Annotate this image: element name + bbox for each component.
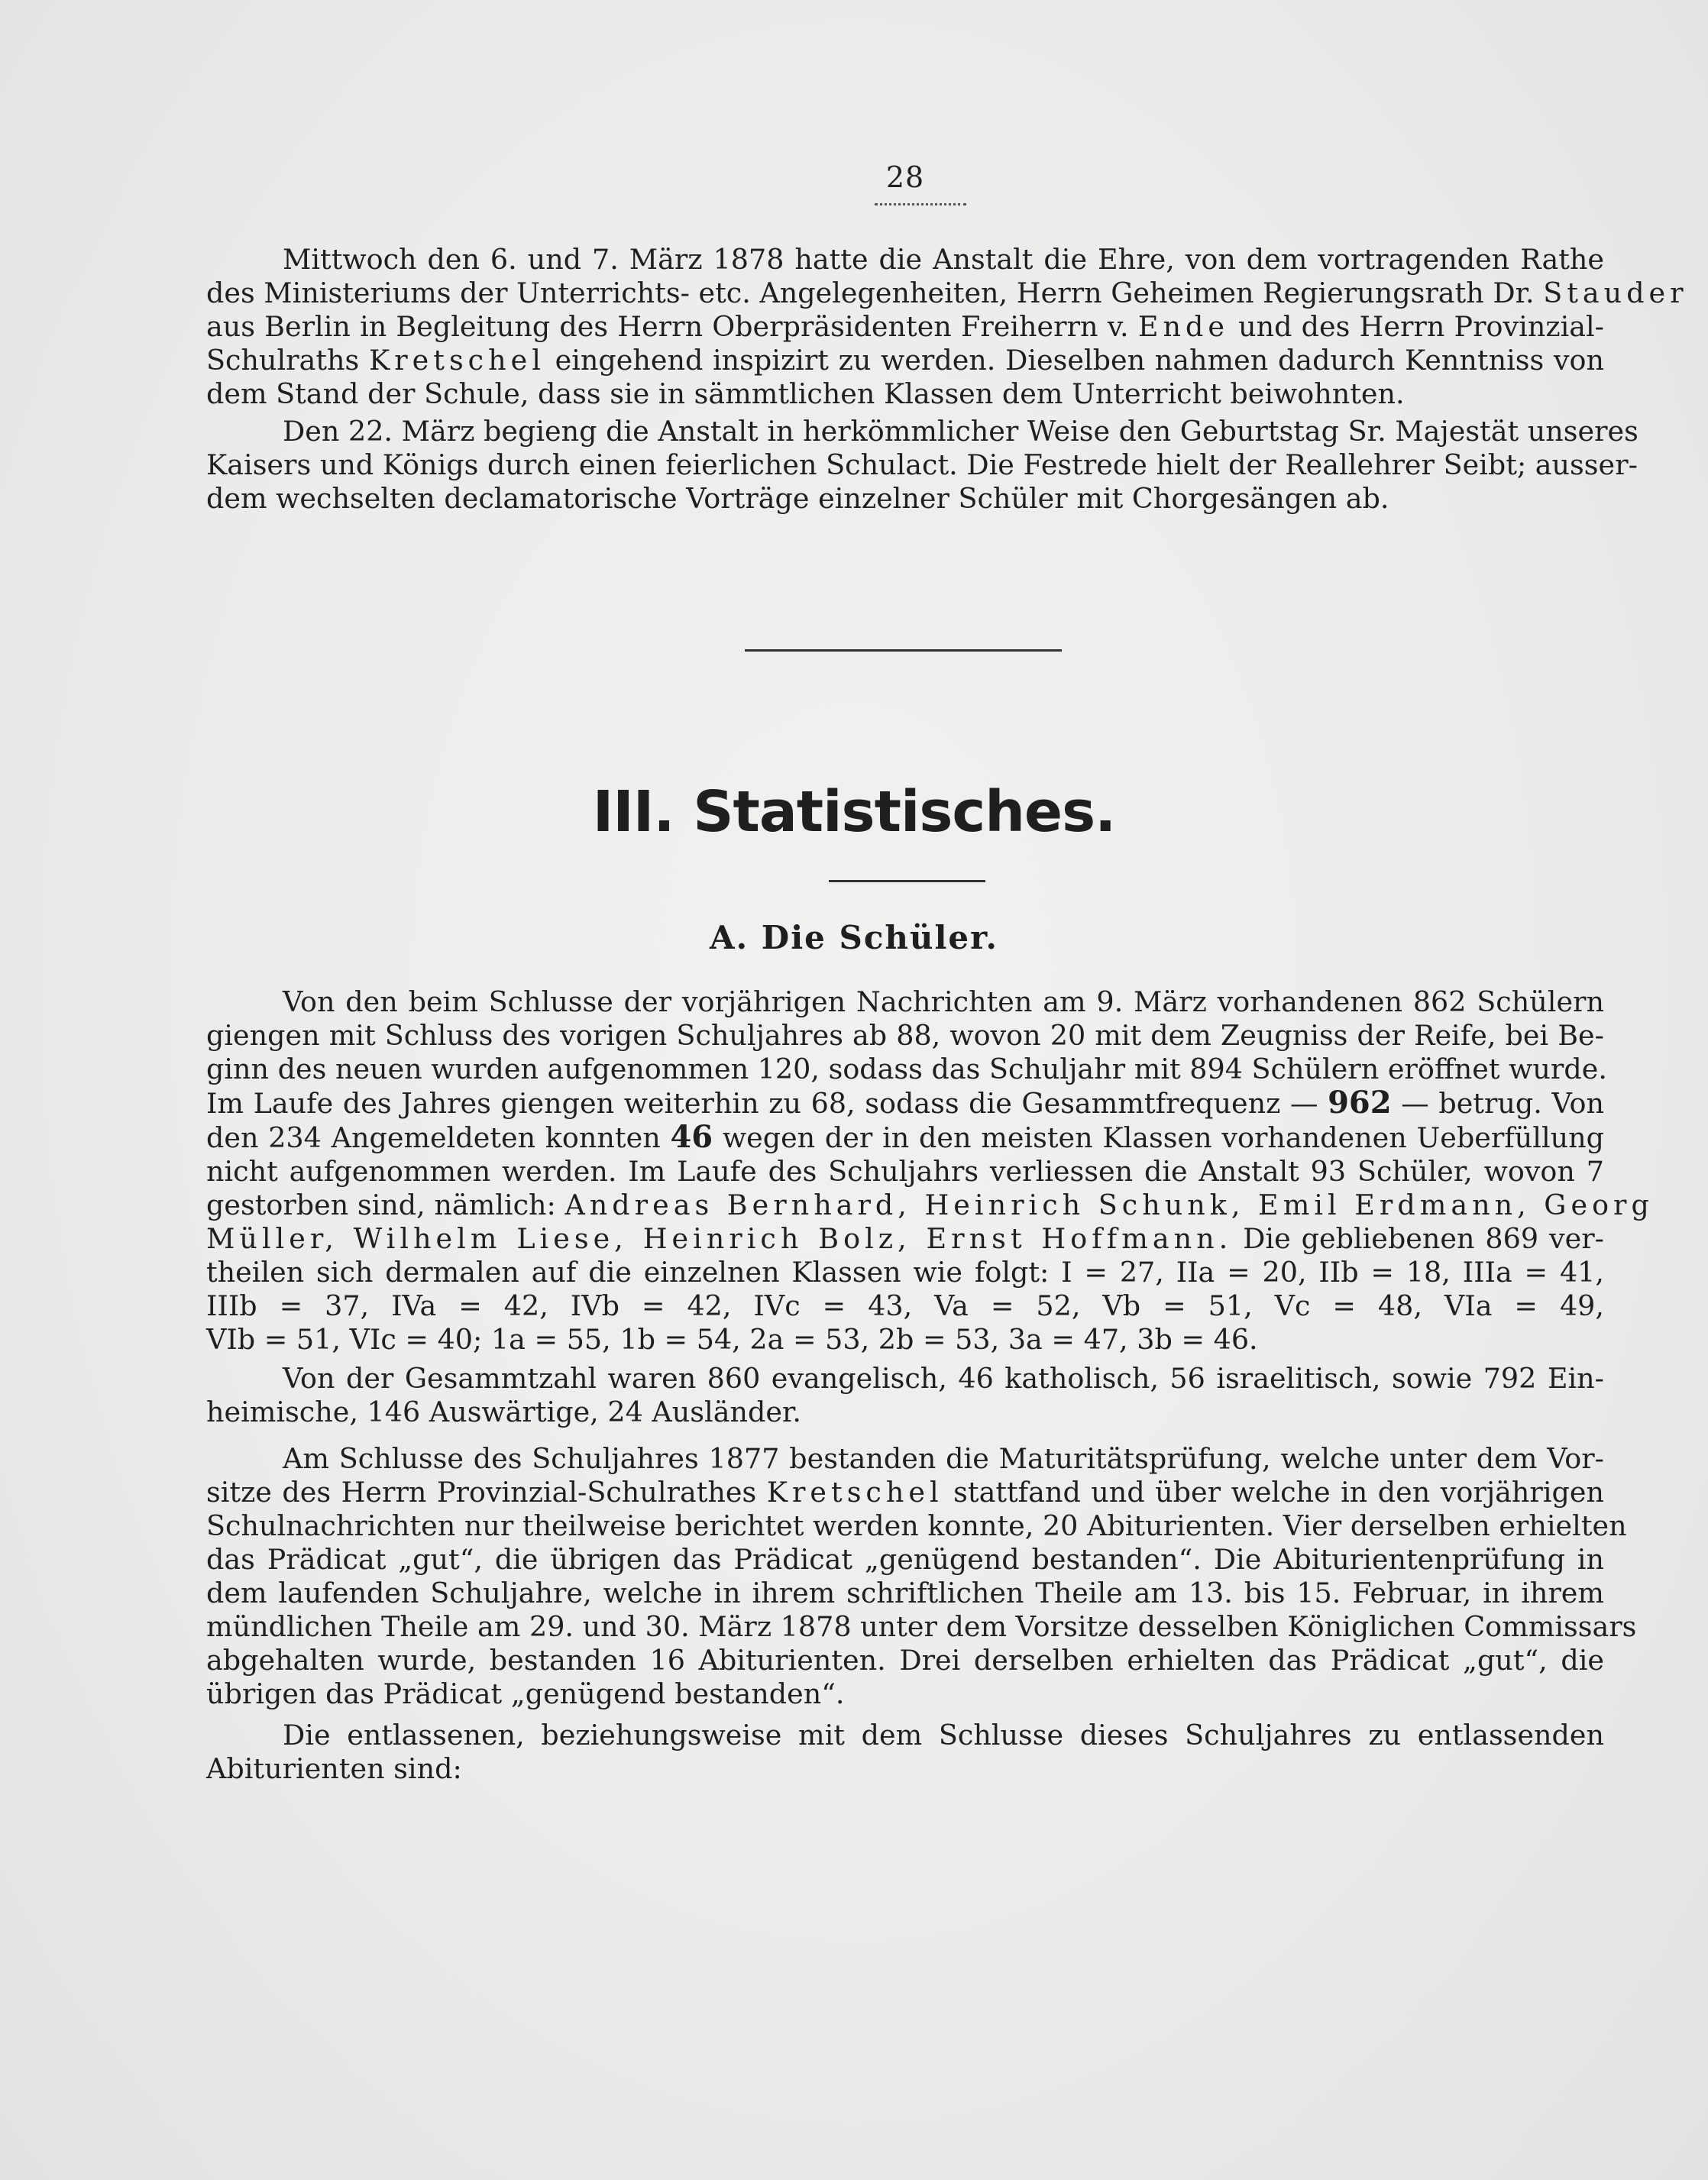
page-number-ornament xyxy=(875,199,966,205)
section-title: III. Statistisches. xyxy=(592,779,1116,845)
deceased-names: Andreas Bernhard, Heinrich Schunk, Emil Erdmann, Georg xyxy=(564,1189,1654,1221)
paragraph-birthday xyxy=(206,415,1638,516)
text-line: des Ministeriums der Unterrichts- etc. Angelegenheiten, Herrn Geheimen Regierungsrath Dr. Stauder xyxy=(206,277,1688,309)
name-ende: Ende xyxy=(1137,310,1229,343)
text-line: abgehalten wurde, bestanden 16 Abiturienten. Drei derselben erhielten das Prädicat „gut“, die xyxy=(206,1644,1604,1677)
text-line: Schulnachrichten nur theilweise berichtet werden konnte, 20 Abiturienten. Vier derselben erhielten xyxy=(206,1509,1627,1542)
text-line: Müller, Wilhelm Liese, Heinrich Bolz, Ernst Hoffmann. Die gebliebenen 869 ver- xyxy=(206,1222,1604,1255)
text-line: übrigen das Prädicat „genügend bestanden“. xyxy=(206,1677,845,1710)
text-line: theilen sich dermalen auf die einzelnen Klassen wie folgt: I = 27, IIa = 20, IIb = 18, IIIa = 41, xyxy=(206,1256,1604,1289)
text-line: den 234 Angemeldeten konnten 46 wegen der in den meisten Klassen vorhandenen Ueberfüllung xyxy=(206,1119,1605,1155)
text-line: sitze des Herrn Provinzial-Schulrathes Kretschel stattfand und über welche in den vorjährigen xyxy=(206,1476,1604,1509)
text-line: mündlichen Theile am 29. und 30. März 1878 unter dem Vorsitze desselben Königlichen Commissars xyxy=(206,1610,1637,1643)
text-line: Am Schlusse des Schuljahres 1877 bestanden die Maturitätsprüfung, welche unter dem Vor- xyxy=(283,1442,1604,1475)
text-line: VIb = 51, VIc = 40; 1a = 55, 1b = 54, 2a = 53, 2b = 53, 3a = 47, 3b = 46. xyxy=(206,1323,1258,1356)
text-line: Im Laufe des Jahres giengen weiterhin zu 68, sodass die Gesammtfrequenz — 962 — betrug. Von xyxy=(206,1085,1604,1121)
text-line: Die entlassenen, beziehungsweise mit dem Schlusse dieses Schuljahres zu entlassenden xyxy=(283,1719,1604,1751)
text-line: Schulraths Kretschel eingehend inspizirt zu werden. Dieselben nahmen dadurch Kenntniss von xyxy=(206,344,1605,377)
text-line: aus Berlin in Begleitung des Herrn Oberpräsidenten Freiherrn v. Ende und des Herrn Provinzial- xyxy=(206,310,1605,343)
text-line: Von der Gesammtzahl waren 860 evangelisch, 46 katholisch, 56 israelitisch, sowie 792 Ein- xyxy=(283,1362,1604,1395)
text-line: Kaisers und Königs durch einen feierlichen Schulact. Die Festrede hielt der Reallehrer Seibt; ausser- xyxy=(206,448,1638,481)
text-line: das Prädicat „gut“, die übrigen das Prädicat „genügend bestanden“. Die Abiturientenprüfung in xyxy=(206,1543,1604,1576)
paragraph-religion xyxy=(206,1362,1604,1429)
text-line: dem laufenden Schuljahre, welche in ihrem schriftlichen Theile am 13. bis 15. Februar, in ihrem xyxy=(206,1577,1604,1609)
text-line: Abiturienten sind: xyxy=(206,1752,462,1785)
paragraph-examination xyxy=(206,1442,1637,1711)
paragraph-graduates xyxy=(206,1719,1604,1786)
text-line: IIIb = 37, IVa = 42, IVb = 42, IVc = 43, Va = 52, Vb = 51, Vc = 48, VIa = 49, xyxy=(206,1289,1604,1322)
text-line: Mittwoch den 6. und 7. März 1878 hatte die Anstalt die Ehre, von dem vortragenden Rathe xyxy=(283,243,1604,276)
page-number: 28 xyxy=(885,160,925,194)
deceased-names: Müller, Wilhelm Liese, Heinrich Bolz, Ernst Hoffmann. xyxy=(206,1222,1233,1255)
paragraph-inspection xyxy=(206,243,1688,411)
text-line: gestorben sind, nämlich: Andreas Bernhard, Heinrich Schunk, Emil Erdmann, Georg xyxy=(206,1189,1654,1221)
section-divider xyxy=(745,649,1062,652)
text-line: heimische, 146 Auswärtige, 24 Ausländer. xyxy=(206,1396,801,1428)
rejected-count: 46 xyxy=(670,1119,713,1155)
title-underline xyxy=(829,880,985,882)
text-line: Den 22. März begieng die Anstalt in herkömmlicher Weise den Geburtstag Sr. Majestät unseres xyxy=(283,415,1638,448)
text-line: giengen mit Schluss des vorigen Schuljahres ab 88, wovon 20 mit dem Zeugniss der Reife, bei Be- xyxy=(206,1019,1604,1052)
paragraph-students xyxy=(206,985,1654,1357)
name-kretschel: Kretschel xyxy=(766,1476,943,1509)
total-frequency: 962 xyxy=(1328,1085,1392,1121)
subsection-title: A. Die Schüler. xyxy=(709,919,999,956)
text-line: ginn des neuen wurden aufgenommen 120, sodass das Schuljahr mit 894 Schülern eröffnet wurde. xyxy=(206,1053,1607,1085)
name-kretschel: Kretschel xyxy=(368,344,545,377)
text-line: nicht aufgenommen werden. Im Laufe des Schuljahrs verliessen die Anstalt 93 Schüler, wovon 7 xyxy=(206,1155,1604,1188)
text-line: dem Stand der Schule, dass sie in sämmtlichen Klassen dem Unterricht beiwohnten. xyxy=(206,377,1405,410)
name-stauder: Stauder xyxy=(1543,277,1688,309)
text-line: Von den beim Schlusse der vorjährigen Nachrichten am 9. März vorhandenen 862 Schülern xyxy=(283,985,1604,1018)
text-line: dem wechselten declamatorische Vorträge einzelner Schüler mit Chorgesängen ab. xyxy=(206,482,1389,515)
